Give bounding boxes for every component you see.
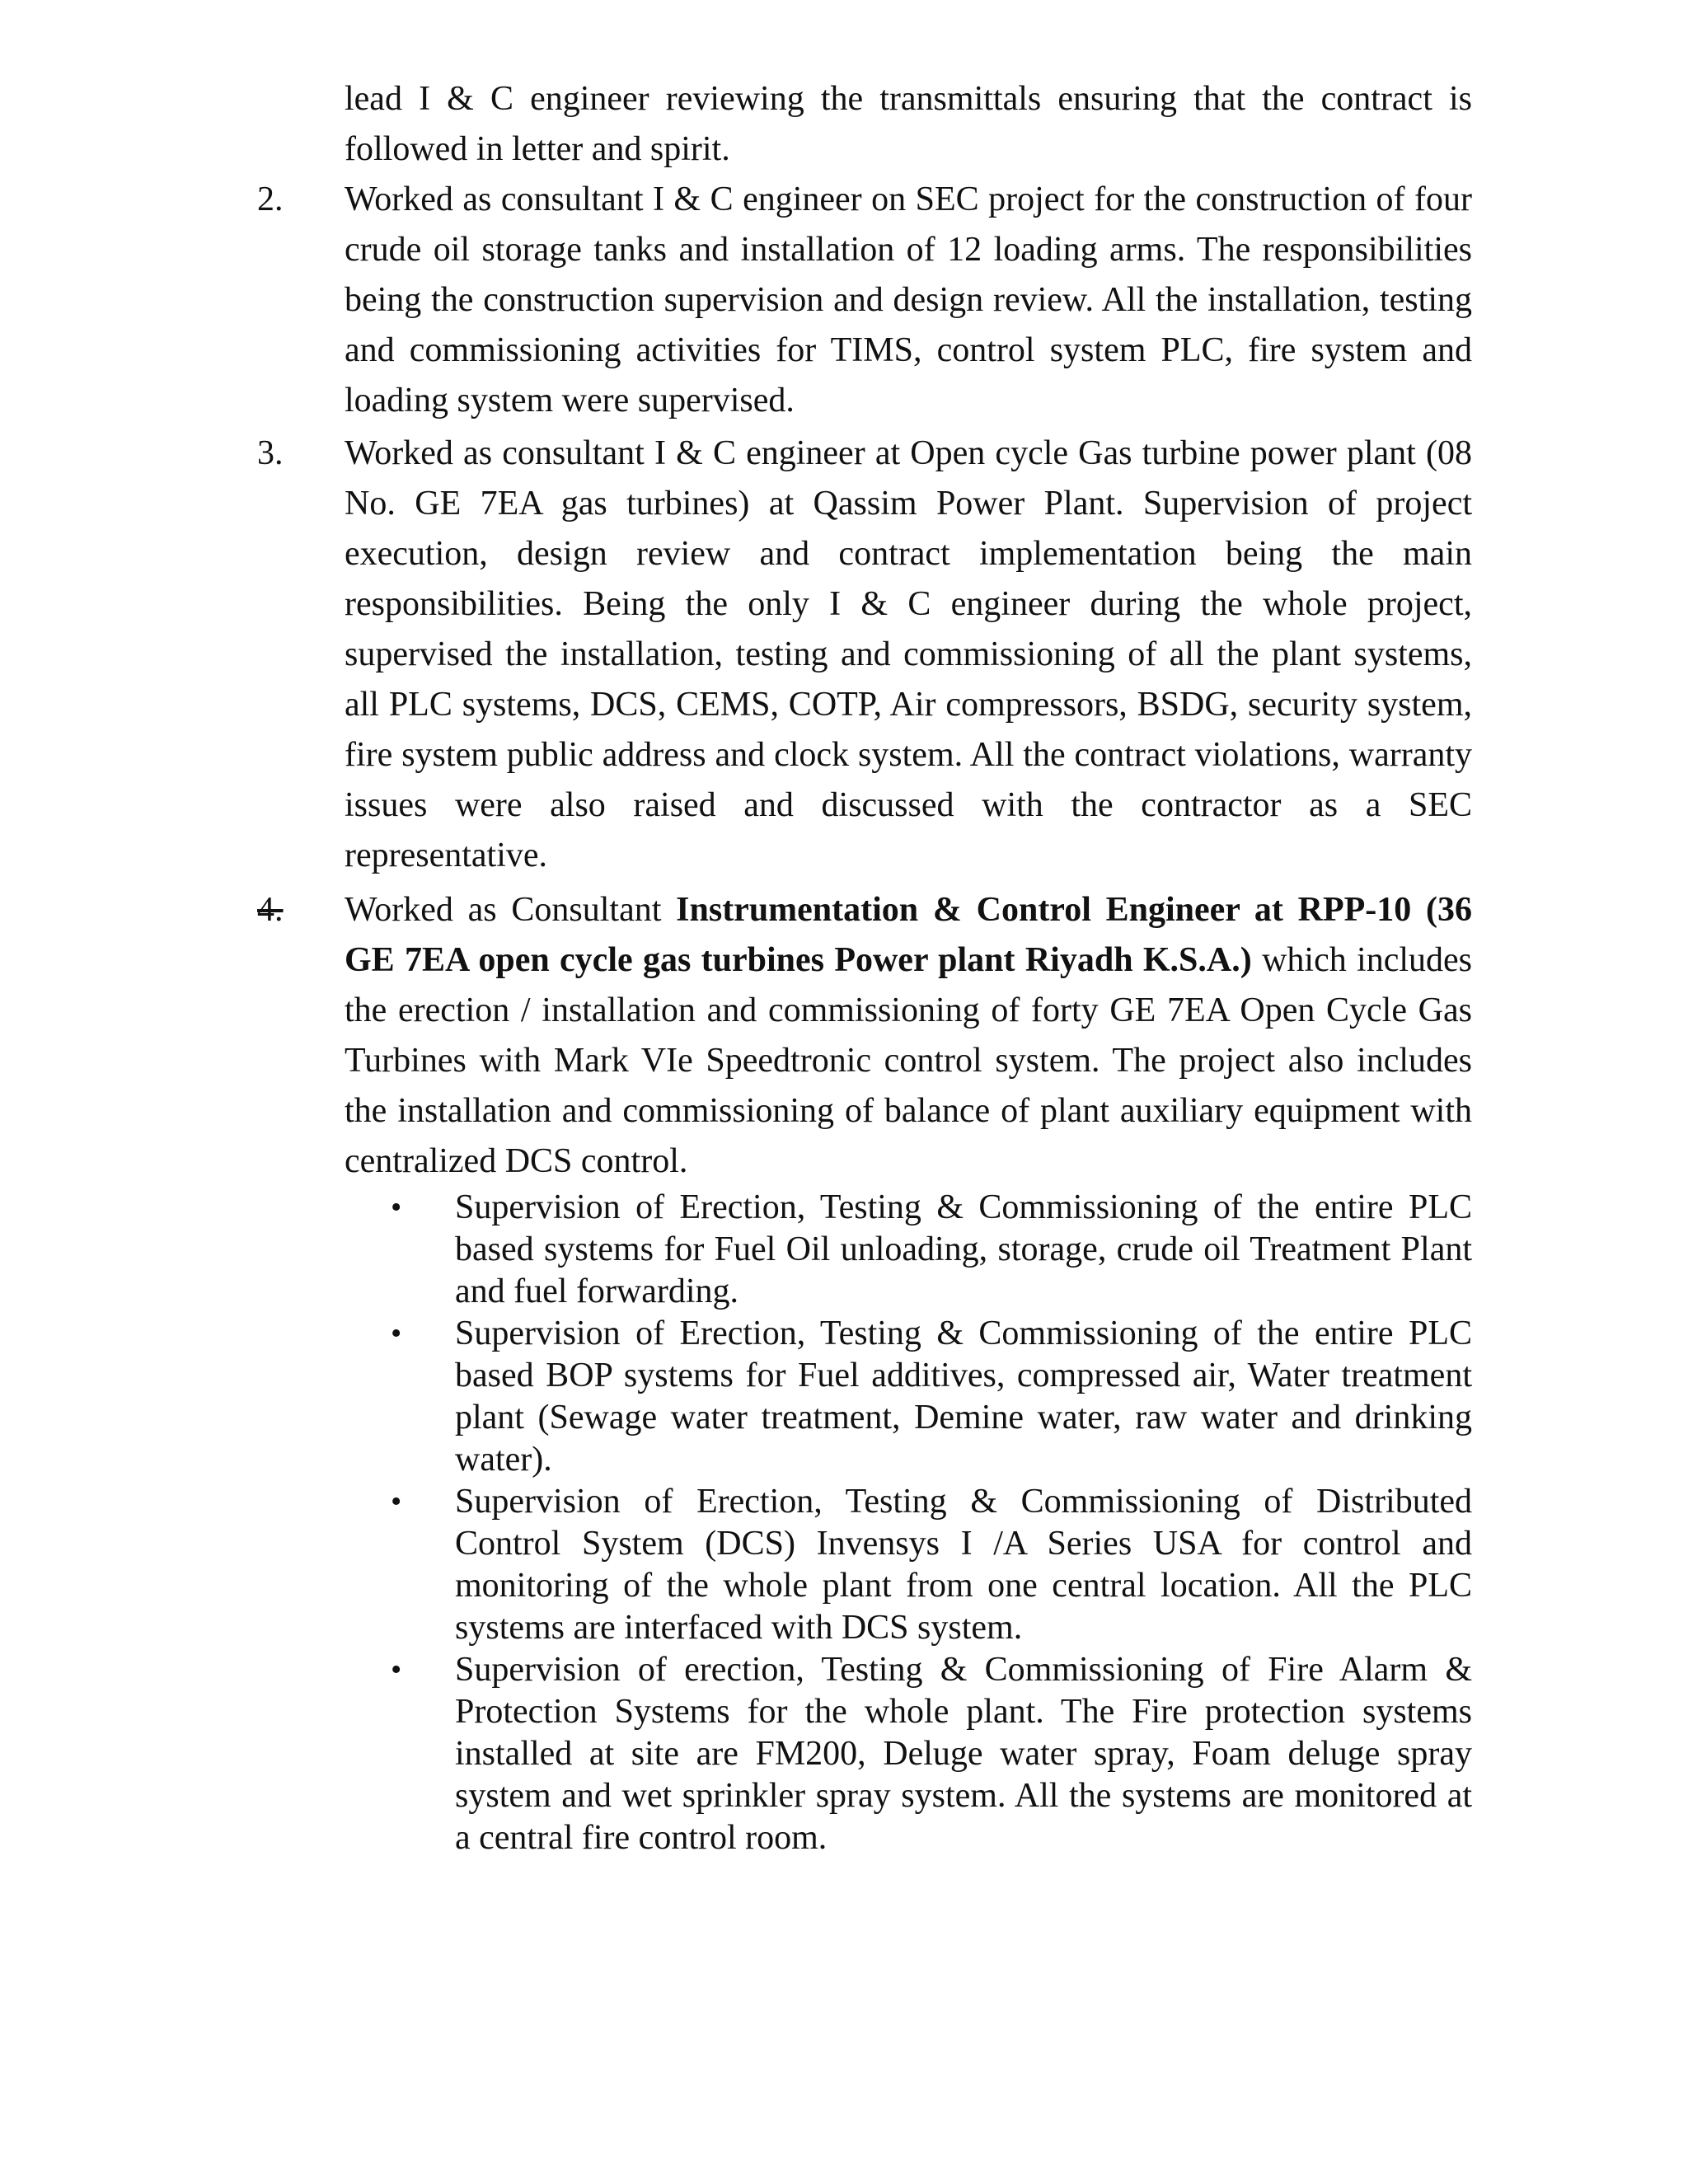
item-number-2: 2.	[257, 180, 284, 218]
bullet-text: Supervision of Erection, Testing & Commissioning of the entire PLC based systems for Fuel Oil unloading, storage, crude oil Treatment Plant and fuel forwarding.	[455, 1188, 1472, 1310]
bullet-text: Supervision of erection, Testing & Commissioning of Fire Alarm & Protection Systems for the whole plant. The Fire protection systems installed at site are FM200, Deluge water spray, Foam deluge spray system and wet sprinkler spray system. All the systems are monitored at a central fire control room.	[455, 1651, 1472, 1857]
list-item	[391, 1481, 1472, 1649]
bullet-icon: •	[391, 1484, 402, 1519]
bullet-icon: •	[391, 1652, 402, 1687]
item-4-lead-text: Worked as Consultant	[345, 891, 677, 929]
list-item	[391, 1649, 1472, 1859]
bullet-icon: •	[391, 1190, 402, 1225]
item-4-bold-text: Instrumentation & Control Engineer at RPP-10 (36 GE 7EA open cycle gas turbines Power plant Riyadh K.S.A.)	[345, 891, 1472, 979]
bullet-text: Supervision of Erection, Testing & Commissioning of the entire PLC based BOP systems for Fuel additives, compressed air, Water treatment plant (Sewage water treatment, Demine water, raw water and drinking water).	[455, 1315, 1472, 1479]
bullet-text: Supervision of Erection, Testing & Commissioning of Distributed Control System (DCS) Invensys I /A Series USA for control and monitoring of the whole plant from one central location. All the PLC systems are interfaced with DCS system.	[455, 1483, 1472, 1647]
bullet-list	[391, 1187, 1472, 1859]
list-item	[391, 1187, 1472, 1313]
item-4-tail-text: which includes the erection / installation and commissioning of forty GE 7EA Open Cycle Gas Turbines with Mark VIe Speedtronic control system. The project also includes the installation and commissioning of balance of plant auxiliary equipment with centralized DCS control.	[345, 941, 1473, 1180]
item-number-4: 4.	[257, 891, 284, 929]
continuation-paragraph: lead I & C engineer reviewing the transmittals ensuring that the contract is followed in letter and spirit.	[345, 80, 1472, 168]
item-4-paragraph	[345, 885, 1472, 1187]
bullet-icon: •	[391, 1316, 402, 1351]
item-2-paragraph: Worked as consultant I & C engineer on SEC project for the construction of four crude oil storage tanks and installation of 12 loading arms. The responsibilities being the construction supervision and design review. All the installation, testing and commissioning activities for TIMS, control system PLC, fire system and loading system were supervised.	[345, 180, 1472, 419]
item-3-paragraph: Worked as consultant I & C engineer at Open cycle Gas turbine power plant (08 No. GE 7EA gas turbines) at Qassim Power Plant. Supervision of project execution, design review and contract implementation being the main responsibilities. Being the only I & C engineer during the whole project, supervised the installation, testing and commissioning of all the plant systems, all PLC systems, DCS, CEMS, COTP, Air compressors, BSDG, security system, fire system public address and clock system. All the contract violations, warranty issues were also raised and discussed with the contractor as a SEC representative.	[345, 434, 1472, 874]
list-item	[391, 1313, 1472, 1481]
item-number-3: 3.	[257, 434, 284, 472]
